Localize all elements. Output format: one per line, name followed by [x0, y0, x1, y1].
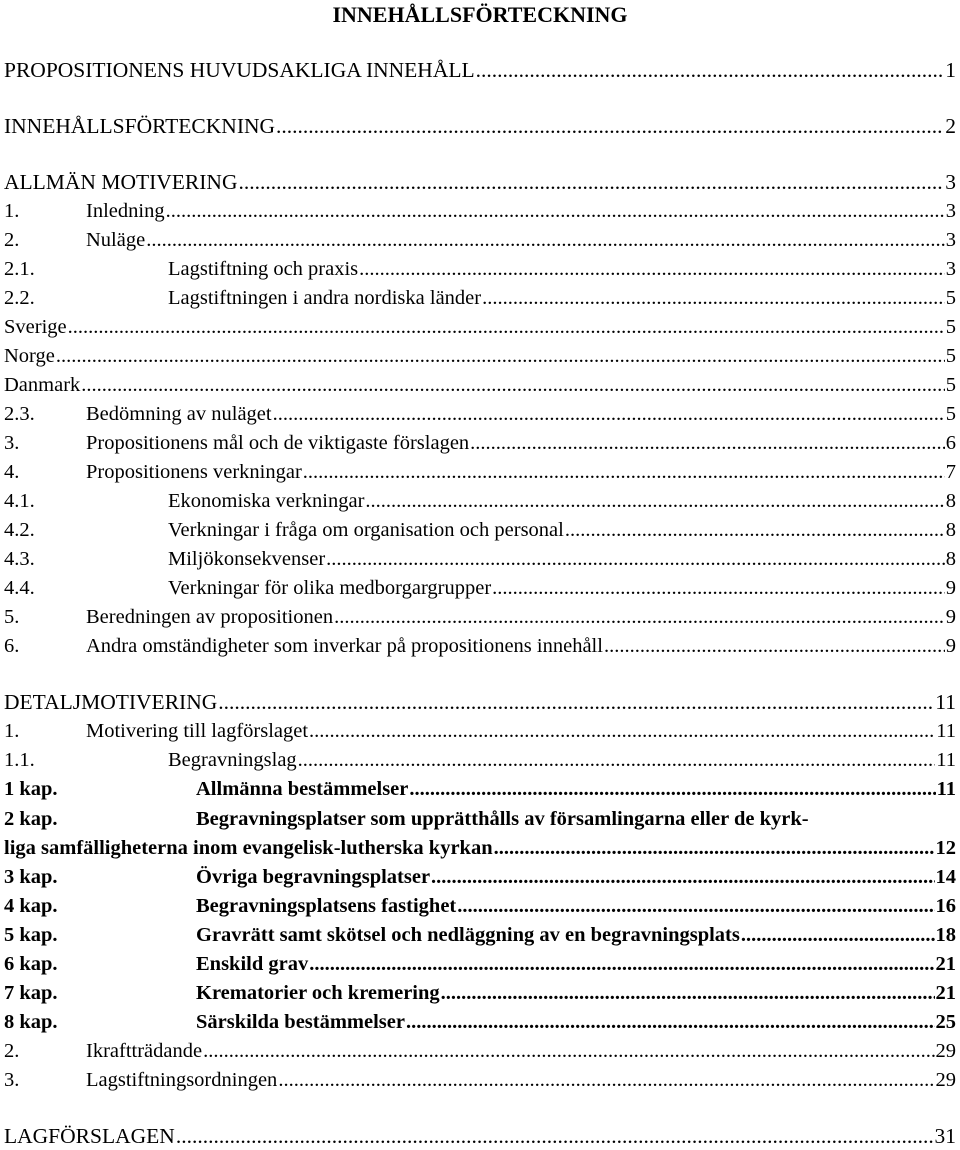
toc-entry-number: 2.1. — [4, 258, 35, 280]
toc-entry-label: Begravningsplatsens fastighet — [196, 895, 457, 917]
toc-entry-label: Lagstiftningsordningen — [86, 1069, 278, 1091]
dot-leader — [492, 574, 945, 602]
dot-leader — [56, 342, 945, 370]
toc-entry-label: ALLMÄN MOTIVERING — [4, 170, 238, 194]
dot-leader — [457, 892, 934, 920]
toc-entry-continuation[interactable] — [4, 834, 956, 862]
toc-entry-label: Lagstiftningen i andra nordiska länder — [168, 287, 482, 309]
toc-entry-number: 3. — [4, 432, 20, 454]
dot-leader — [365, 487, 944, 515]
toc-entry[interactable] — [4, 979, 956, 1007]
toc-entry-label: Ekonomiska verkningar — [168, 490, 365, 512]
toc-entry-number: 3. — [4, 1069, 20, 1091]
toc-entry-page: 5 — [945, 345, 956, 367]
toc-entry-number: 4.4. — [4, 577, 35, 599]
dot-leader — [406, 1008, 935, 1036]
toc-entry-page: 14 — [935, 866, 956, 888]
toc-entry-label: Övriga begravningsplatser — [196, 866, 431, 888]
toc-entry-label-cont: liga samfälligheterna inom evangelisk-lutherska kyrkan — [4, 837, 493, 859]
toc-entry-page: 3 — [945, 229, 956, 251]
toc-entry[interactable] — [4, 632, 956, 660]
toc-entry-number: 5 kap. — [4, 924, 58, 946]
toc-entry-page: 11 — [936, 749, 956, 771]
toc-entry-page: 12 — [935, 837, 956, 859]
toc-entry-number: 4.2. — [4, 519, 35, 541]
toc-entry-label: Verkningar för olika medborgargrupper — [168, 577, 492, 599]
toc-entry-number: 3 kap. — [4, 866, 58, 888]
toc-entry[interactable] — [4, 284, 956, 312]
toc-entry-label: INNEHÅLLSFÖRTECKNING — [4, 114, 276, 138]
toc-entry-number: 6. — [4, 635, 20, 657]
toc-entry-label: Allmänna bestämmelser — [196, 778, 409, 800]
dot-leader — [203, 1037, 934, 1065]
toc-entry-number: 2. — [4, 229, 20, 251]
toc-entry[interactable] — [4, 603, 956, 631]
toc-entry[interactable] — [4, 112, 956, 140]
toc-entry[interactable] — [4, 1066, 956, 1094]
toc-entry-label: Särskilda bestämmelser — [196, 1011, 405, 1033]
toc-entry[interactable] — [4, 775, 956, 803]
toc-entry-page: 7 — [945, 461, 956, 483]
toc-entry-page: 2 — [945, 114, 956, 138]
toc-entry-label: LAGFÖRSLAGEN — [4, 1124, 175, 1148]
toc-entry-page: 9 — [945, 577, 956, 599]
toc-entry-number: 1.1. — [4, 749, 35, 771]
dot-leader — [476, 56, 945, 84]
toc-entry-number: 1. — [4, 720, 20, 742]
toc-entry-label: Nuläge — [86, 229, 146, 251]
toc-entry-page: 29 — [935, 1069, 956, 1091]
dot-leader — [494, 834, 935, 862]
toc-entry-page: 8 — [945, 490, 956, 512]
toc-entry-page: 11 — [936, 720, 956, 742]
toc-entry-page: 3 — [945, 200, 956, 222]
toc-entry-label: Enskild grav — [196, 953, 309, 975]
toc-entry-label: Norge — [4, 345, 55, 367]
dot-leader — [470, 429, 945, 457]
dot-leader — [278, 1066, 934, 1094]
toc-entry-page: 5 — [945, 374, 956, 396]
toc-entry-number: 2 kap. — [4, 808, 58, 830]
toc-entry[interactable] — [4, 1122, 956, 1150]
toc-entry[interactable] — [4, 168, 956, 196]
dot-leader — [441, 979, 935, 1007]
toc-entry-number: 1 kap. — [4, 778, 58, 800]
toc-entry-label: Inledning — [86, 200, 165, 222]
toc-entry-label: DETALJMOTIVERING — [4, 690, 218, 714]
toc-entry[interactable] — [4, 487, 956, 515]
toc-entry-page: 31 — [934, 1124, 956, 1148]
toc-entry-label: Motivering till lagförslaget — [86, 720, 309, 742]
toc-entry-page: 16 — [935, 895, 956, 917]
toc-entry-label: Beredningen av propositionen — [86, 606, 334, 628]
toc-entry-number: 2.2. — [4, 287, 35, 309]
toc-entry-label: Verkningar i fråga om organisation och personal — [168, 519, 564, 541]
toc-entry-page: 6 — [945, 432, 956, 454]
toc-entry[interactable] — [4, 863, 956, 891]
toc-entry-number: 1. — [4, 200, 20, 222]
toc-entry-page: 1 — [945, 58, 956, 82]
toc-entry[interactable] — [4, 400, 956, 428]
dot-leader — [359, 255, 945, 283]
toc-entry-label: PROPOSITIONENS HUVUDSAKLIGA INNEHÅLL — [4, 58, 475, 82]
dot-leader — [276, 112, 944, 140]
toc-entry-label: Begravningslag — [168, 749, 297, 771]
toc-entry[interactable] — [4, 1037, 956, 1065]
toc-entry[interactable] — [4, 429, 956, 457]
toc-entry-page: 8 — [945, 548, 956, 570]
toc-entry-page: 18 — [935, 924, 956, 946]
toc-entry-label: Gravrätt samt skötsel och nedläggning av en begravningsplats — [196, 924, 740, 946]
dot-leader — [298, 746, 936, 774]
toc-entry-label: Miljökonsekvenser — [168, 548, 326, 570]
toc-entry-label: Bedömning av nuläget — [86, 403, 272, 425]
toc-entry-label: Propositionens verkningar — [86, 461, 302, 483]
dot-leader — [326, 545, 945, 573]
toc-entry-page: 21 — [935, 982, 956, 1004]
toc-entry-page: 3 — [945, 170, 956, 194]
dot-leader — [604, 632, 945, 660]
dot-leader — [309, 717, 935, 745]
toc-entry[interactable] — [4, 717, 956, 745]
toc-entry-number: 7 kap. — [4, 982, 58, 1004]
toc-entry-page: 25 — [935, 1011, 956, 1033]
toc-entry-number: 2. — [4, 1040, 20, 1062]
dot-leader — [68, 313, 945, 341]
toc-entry[interactable] — [4, 197, 956, 225]
dot-leader — [431, 863, 934, 891]
toc-entry[interactable] — [4, 921, 956, 949]
toc-entry-label: Lagstiftning och praxis — [168, 258, 359, 280]
toc-entry-number: 4.3. — [4, 548, 35, 570]
toc-entry[interactable] — [4, 1008, 956, 1036]
toc-entry-page: 11 — [935, 690, 956, 714]
dot-leader — [239, 168, 945, 196]
toc-entry[interactable] — [4, 545, 956, 573]
toc-entry[interactable] — [4, 458, 956, 486]
toc-entry-page: 8 — [945, 519, 956, 541]
toc-entry[interactable] — [4, 746, 956, 774]
toc-entry-label: Sverige — [4, 316, 67, 338]
toc-entry[interactable] — [4, 56, 956, 84]
dot-leader — [741, 921, 935, 949]
toc-entry[interactable] — [4, 574, 956, 602]
toc-entry-number: 8 kap. — [4, 1011, 58, 1033]
toc-entry[interactable] — [4, 313, 956, 341]
toc-entry[interactable] — [4, 255, 956, 283]
toc-entry-number: 6 kap. — [4, 953, 58, 975]
dot-leader — [303, 458, 945, 486]
toc-entry-label: Propositionens mål och de viktigaste förslagen — [86, 432, 470, 454]
toc-entry-page: 5 — [945, 403, 956, 425]
toc-entry[interactable] — [4, 892, 956, 920]
dot-leader — [309, 950, 934, 978]
toc-entry-page: 11 — [936, 778, 956, 800]
dot-leader — [81, 371, 944, 399]
toc-entry-page: 9 — [945, 606, 956, 628]
toc-entry-number: 2.3. — [4, 403, 35, 425]
dot-leader — [409, 775, 935, 803]
dot-leader — [166, 197, 945, 225]
toc-entry-number: 5. — [4, 606, 20, 628]
toc-entry[interactable] — [4, 516, 956, 544]
toc-entry-label: Danmark — [4, 374, 81, 396]
toc-entry-label: Andra omständigheter som inverkar på propositionens innehåll — [86, 635, 603, 657]
toc-entry-label: Begravningsplatser som upprätthålls av församlingarna eller de kyrk- — [196, 808, 809, 830]
toc-entry-number: 4 kap. — [4, 895, 58, 917]
dot-leader — [218, 688, 934, 716]
page-title: INNEHÅLLSFÖRTECKNING — [332, 2, 628, 27]
toc-entry-page: 5 — [945, 287, 956, 309]
toc-entry[interactable] — [4, 371, 956, 399]
toc-entry[interactable] — [4, 226, 956, 254]
dot-leader — [146, 226, 945, 254]
dot-leader — [273, 400, 945, 428]
toc-entry[interactable] — [4, 950, 956, 978]
toc-entry-page: 5 — [945, 316, 956, 338]
toc-entry-label: Ikraftträdande — [86, 1040, 203, 1062]
toc-entry[interactable] — [4, 805, 956, 833]
toc-entry-page: 9 — [945, 635, 956, 657]
toc-entry-label: Krematorier och kremering — [196, 982, 440, 1004]
dot-leader — [334, 603, 945, 631]
toc-entry-page: 29 — [935, 1040, 956, 1062]
toc-entry-page: 21 — [935, 953, 956, 975]
toc-entry[interactable] — [4, 688, 956, 716]
dot-leader — [482, 284, 945, 312]
toc-entry-page: 3 — [945, 258, 956, 280]
dot-leader — [176, 1122, 934, 1150]
dot-leader — [565, 516, 945, 544]
toc-entry-number: 4.1. — [4, 490, 35, 512]
toc-entry[interactable] — [4, 342, 956, 370]
toc-entry-number: 4. — [4, 461, 20, 483]
